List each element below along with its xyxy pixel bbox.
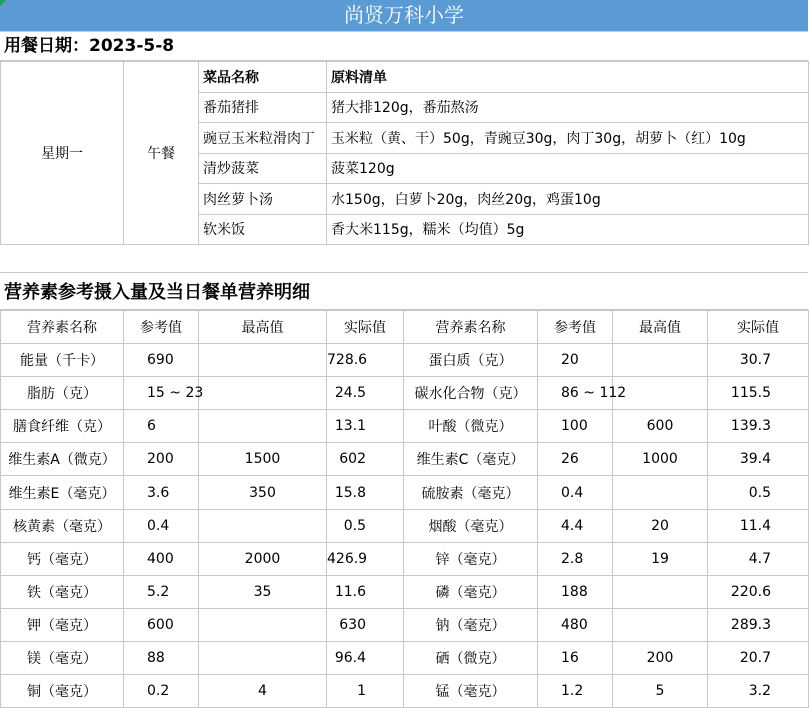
reference-value: 600 [124, 608, 199, 641]
reference-value-header: 参考值 [538, 311, 613, 344]
nutrition-row [1, 575, 809, 608]
actual-value: 20.7 [708, 641, 809, 674]
day-cell: 星期一 [1, 62, 124, 245]
reference-value: 2.8 [538, 542, 613, 575]
actual-value: 96.4 [327, 641, 404, 674]
meal-date: 用餐日期：2023-5-8 [0, 32, 808, 61]
actual-value: 0.5 [708, 476, 809, 509]
dish-name: 清炒菠菜 [199, 153, 327, 184]
nutrition-row [1, 443, 809, 476]
max-value [199, 344, 327, 377]
reference-value: 400 [124, 542, 199, 575]
max-value [199, 641, 327, 674]
max-value: 35 [199, 575, 327, 608]
max-value: 1500 [199, 443, 327, 476]
reference-value: 6 [124, 410, 199, 443]
dish-name: 肉丝萝卜汤 [199, 184, 327, 215]
nutrient-name: 锌（毫克） [404, 542, 538, 575]
reference-value: 188 [538, 575, 613, 608]
nutrient-name: 维生素C（毫克） [404, 443, 538, 476]
dish-name: 软米饭 [199, 214, 327, 245]
nutrient-name: 硒（微克） [404, 641, 538, 674]
actual-value: 3.2 [708, 675, 809, 708]
nutrient-name: 镁（毫克） [1, 641, 124, 674]
actual-value: 220.6 [708, 575, 809, 608]
actual-value: 11.4 [708, 509, 809, 542]
max-value-header: 最高值 [199, 311, 327, 344]
reference-value: 200 [124, 443, 199, 476]
nutrition-row [1, 377, 809, 410]
reference-value: 0.4 [124, 509, 199, 542]
max-value [613, 608, 708, 641]
max-value: 5 [613, 675, 708, 708]
nutrition-row [1, 675, 809, 708]
actual-value: 39.4 [708, 443, 809, 476]
actual-value: 4.7 [708, 542, 809, 575]
max-value [199, 608, 327, 641]
reference-value: 86 ~ 112 [538, 377, 613, 410]
actual-value: 630 [327, 608, 404, 641]
reference-value-header: 参考值 [124, 311, 199, 344]
max-value [199, 377, 327, 410]
max-value: 200 [613, 641, 708, 674]
actual-value: 139.3 [708, 410, 809, 443]
dish-name: 番茄猪排 [199, 92, 327, 123]
nutrient-name: 烟酸（毫克） [404, 509, 538, 542]
nutrition-row [1, 410, 809, 443]
max-value [613, 344, 708, 377]
reference-value: 5.2 [124, 575, 199, 608]
nutrient-name: 锰（毫克） [404, 675, 538, 708]
nutrient-name: 磷（毫克） [404, 575, 538, 608]
actual-value: 728.6 [327, 344, 404, 377]
max-value: 350 [199, 476, 327, 509]
actual-value: 115.5 [708, 377, 809, 410]
nutrient-name: 钙（毫克） [1, 542, 124, 575]
actual-value: 30.7 [708, 344, 809, 377]
nutrition-row [1, 509, 809, 542]
actual-value: 11.6 [327, 575, 404, 608]
actual-value-header: 实际值 [327, 311, 404, 344]
nutrient-name: 叶酸（微克） [404, 410, 538, 443]
actual-value: 289.3 [708, 608, 809, 641]
max-value [613, 377, 708, 410]
max-value [613, 575, 708, 608]
actual-value: 426.9 [327, 542, 404, 575]
reference-value: 1.2 [538, 675, 613, 708]
nutrient-name: 碳水化合物（克） [404, 377, 538, 410]
nutrient-name: 蛋白质（克） [404, 344, 538, 377]
actual-value: 0.5 [327, 509, 404, 542]
actual-value: 602 [327, 443, 404, 476]
reference-value: 4.4 [538, 509, 613, 542]
nutrient-name: 维生素A（微克） [1, 443, 124, 476]
nutrition-row [1, 476, 809, 509]
actual-value: 24.5 [327, 377, 404, 410]
dish-ingredients: 香大米115g，糯米（均值）5g [327, 214, 809, 245]
dish-header: 菜品名称 [199, 62, 327, 93]
nutrient-name: 铜（毫克） [1, 675, 124, 708]
dish-ingredients: 猪大排120g，番茄熬汤 [327, 92, 809, 123]
max-value [199, 509, 327, 542]
nutrition-row [1, 344, 809, 377]
nutrition-row [1, 608, 809, 641]
nutrient-name-header: 营养素名称 [1, 311, 124, 344]
max-value: 2000 [199, 542, 327, 575]
max-value-header: 最高值 [613, 311, 708, 344]
nutrient-name: 硫胺素（毫克） [404, 476, 538, 509]
reference-value: 26 [538, 443, 613, 476]
menu-table [0, 61, 809, 245]
nutrient-name: 钠（毫克） [404, 608, 538, 641]
ingredients-header: 原料清单 [327, 62, 809, 93]
actual-value-header: 实际值 [708, 311, 809, 344]
reference-value: 480 [538, 608, 613, 641]
dish-ingredients: 水150g，白萝卜20g，肉丝20g，鸡蛋10g [327, 184, 809, 215]
nutrient-name: 钾（毫克） [1, 608, 124, 641]
nutrition-header-row [1, 311, 809, 344]
reference-value: 690 [124, 344, 199, 377]
reference-value: 16 [538, 641, 613, 674]
nutrient-name: 核黄素（毫克） [1, 509, 124, 542]
school-title: 尚贤万科小学 [0, 0, 808, 32]
nutrient-name: 维生素E（毫克） [1, 476, 124, 509]
max-value [199, 410, 327, 443]
dish-ingredients: 菠菜120g [327, 153, 809, 184]
nutrition-row [1, 641, 809, 674]
reference-value: 88 [124, 641, 199, 674]
reference-value: 20 [538, 344, 613, 377]
dish-ingredients: 玉米粒（黄、干）50g，青豌豆30g，肉丁30g，胡萝卜（红）10g [327, 123, 809, 154]
reference-value: 15 ~ 23 [124, 377, 199, 410]
nutrition-table [0, 310, 809, 708]
nutrient-name-header: 营养素名称 [404, 311, 538, 344]
reference-value: 0.4 [538, 476, 613, 509]
dish-name: 豌豆玉米粒滑肉丁 [199, 123, 327, 154]
actual-value: 13.1 [327, 410, 404, 443]
max-value: 20 [613, 509, 708, 542]
nutrient-name: 能量（千卡） [1, 344, 124, 377]
nutrient-name: 膳食纤维（克） [1, 410, 124, 443]
nutrition-section-title: 营养素参考摄入量及当日餐单营养明细 [0, 273, 808, 310]
reference-value: 100 [538, 410, 613, 443]
reference-value: 3.6 [124, 476, 199, 509]
max-value: 1000 [613, 443, 708, 476]
max-value [613, 476, 708, 509]
blank-row [0, 242, 808, 273]
reference-value: 0.2 [124, 675, 199, 708]
max-value: 19 [613, 542, 708, 575]
nutrition-row [1, 542, 809, 575]
max-value: 600 [613, 410, 708, 443]
max-value: 4 [199, 675, 327, 708]
meal-cell: 午餐 [124, 62, 199, 245]
nutrient-name: 脂肪（克） [1, 377, 124, 410]
actual-value: 1 [327, 675, 404, 708]
cell-marker-icon [0, 0, 6, 6]
nutrient-name: 铁（毫克） [1, 575, 124, 608]
actual-value: 15.8 [327, 476, 404, 509]
